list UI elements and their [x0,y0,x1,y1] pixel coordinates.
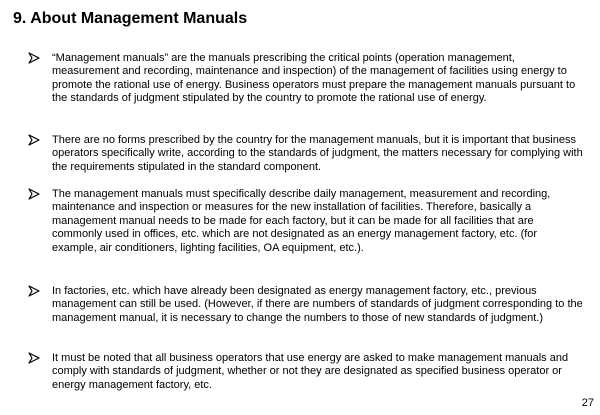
bullet-item [28,134,584,174]
bullet-text: It must be noted that all business operators that use energy are asked to make management manuals and comply with standards of judgment, whether or not they are designated as specified business operator or energy management factory, etc. [52,352,569,391]
page-title: 9. About Management Manuals [13,10,248,27]
page-number: 27 [581,397,594,409]
bullet-text: There are no forms prescribed by the country for the management manuals, but it is important that business operators specifically write, according to the standards of judgment, the matters necessary for complying with the requirements stipulated in the standard component. [52,134,583,173]
bullet-text: In factories, etc. which have already been designated as energy management factory, etc., previous management can still be used. (However, if there are numbers of standards of judgment corresponding to the management manual, it is necessary to change the numbers to those of new standards of judgment.) [52,285,583,324]
arrowhead-bullet-icon [28,285,40,297]
arrowhead-bullet-icon [28,134,40,146]
bullet-item [28,188,584,255]
arrowhead-bullet-icon [28,188,40,200]
bullet-text: The management manuals must specifically describe daily management, measurement and recording, maintenance and inspection or measures for the new installation of facilities. Therefore, basically a management manual needs to be made for each factory, but it can be made for all facilities that are commonly used in offices, etc. which are not designated as an energy management factory, etc. (for example, air conditioners, lighting facilities, OA equipment, etc.). [52,188,551,254]
bullet-text: “Management manuals” are the manuals prescribing the critical points (operation management, measurement and recording, maintenance and inspection) of the management of facilities using energy to promote the rational use of energy. Business operators must prepare the management manuals pursuant to the standards of judgment stipulated by the country to promote the rational use of energy. [52,52,576,105]
bullet-item [28,352,584,392]
bullet-item [28,52,584,106]
arrowhead-bullet-icon [28,352,40,364]
bullet-item [28,285,584,325]
arrowhead-bullet-icon [28,52,40,64]
